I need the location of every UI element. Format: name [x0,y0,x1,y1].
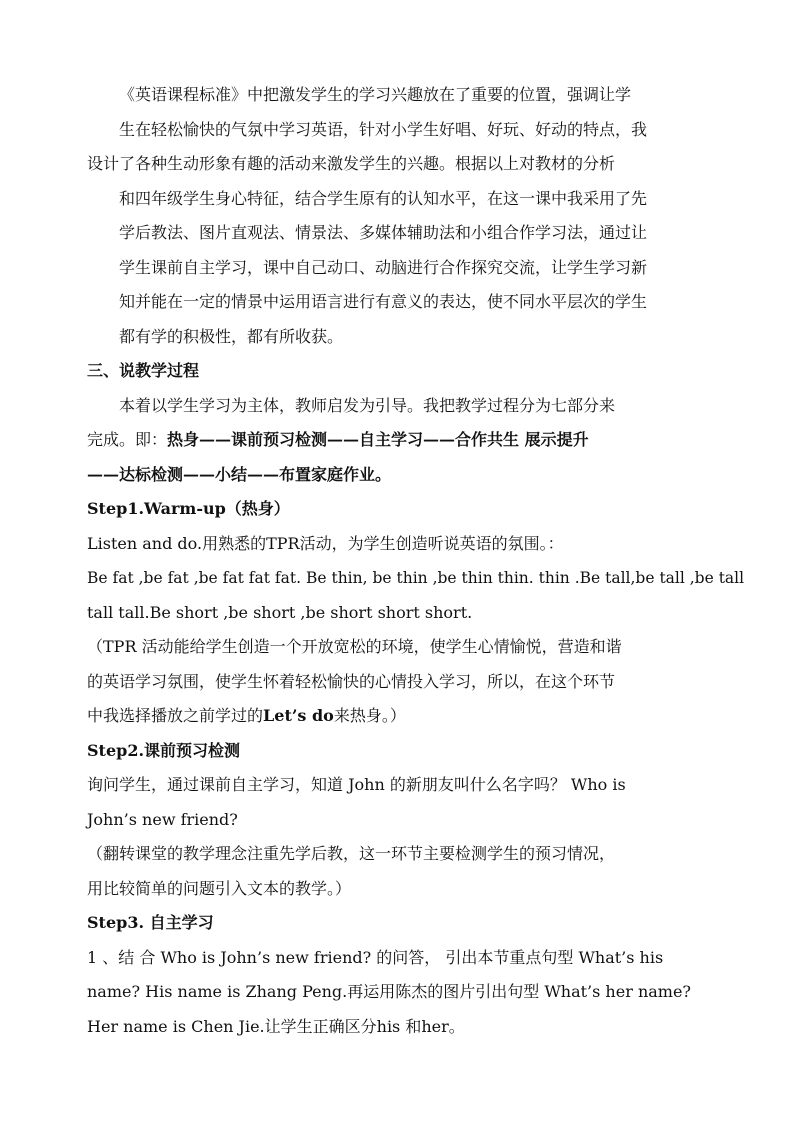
step1-body [87,527,745,734]
note-line: 用比较简单的问题引入文本的教学。） [87,878,352,898]
text-line: Listen and do.用熟悉的TPR活动，为学生创造听说英语的氛围。： [87,533,564,553]
lets-do-label: Let’s do [263,706,334,725]
text-line: 学后教法、图片直观法、情景法、多媒体辅助法和小组合作学习法，通过让 [119,223,648,242]
process-steps: 热身——课前预习检测——自主学习——合作共生 展示提升 [167,430,589,449]
text-prefix: 完成。即： [87,430,168,449]
section-heading: 三、说教学过程 [87,361,200,380]
step3-heading: Step3. 自主学习 [87,913,214,932]
document-page [87,78,745,1044]
process-steps: ——达标检测——小结——布置家庭作业。 [87,464,392,484]
text-line: John’s new friend? [87,809,238,829]
text-prefix: 中我选择播放之前学过的 [87,706,264,725]
text-line: 询问学生，通过课前自主学习，知道 John 的新朋友叫什么名字吗？ Who is [87,775,626,794]
step3-body [87,941,707,1045]
process-paragraph [87,389,707,493]
text-line: 知并能在一定的情景中运用语言进行有意义的表达，使不同水平层次的学生 [119,292,648,311]
note-line: （翻转课堂的教学理念注重先学后教，这一环节主要检测学生的预习情况， [87,844,616,863]
text-line: 生在轻松愉快的气氛中学习英语，针对小学生好唱、好玩、好动的特点，我 [119,119,648,139]
text-line: 《英语课程标准》中把激发学生的学习兴趣放在了重要的位置，强调让学 [119,85,632,104]
step2-heading: Step2.课前预习检测 [87,740,241,760]
step1-heading: Step1.Warm-up（热身） [87,499,290,518]
text-line: name? His name is Zhang Peng.再运用陈杰的图片引出句型 What’s her name? [87,982,692,1001]
note-line [87,699,707,734]
text-line: 学生课前自主学习，课中自己动口、动脑进行合作探究交流，让学生学习新 [119,257,648,277]
chant-line: Be fat ,be fat ,be fat fat fat. Be thin, be thin ,be thin thin. thin .Be tall,be tall ,be tall [87,569,745,587]
text-line: 和四年级学生身心特征，结合学生原有的认知水平，在这一课中我采用了先 [119,188,648,208]
text-line [87,423,707,458]
step2-body [87,768,707,906]
text-line: Her name is Chen Jie.让学生正确区分his 和her。 [87,1016,465,1036]
note-line: 的英语学习氛围，使学生怀着轻松愉快的心情投入学习，所以，在这个环节 [87,671,616,691]
note-line: （TPR 活动能给学生创造一个开放宽松的环境，使学生心情愉悦，营造和谐 [87,637,622,656]
chant-line: tall tall.Be short ,be short ,be short short short. [87,602,473,622]
text-line: 1 、结 合 Who is John’s new friend? 的问答， 引出本节重点句型 What’s his [87,947,664,967]
text-line: 设计了各种生动形象有趣的活动来激发学生的兴趣。根据以上对教材的分析 [87,154,616,173]
text-line: 都有学的积极性，都有所收获。 [119,326,344,346]
text-suffix: 来热身。） [333,706,406,725]
intro-paragraph [87,78,707,354]
text-line: 本着以学生学习为主体，教师启发为引导。我把教学过程分为七部分来 [119,395,616,415]
